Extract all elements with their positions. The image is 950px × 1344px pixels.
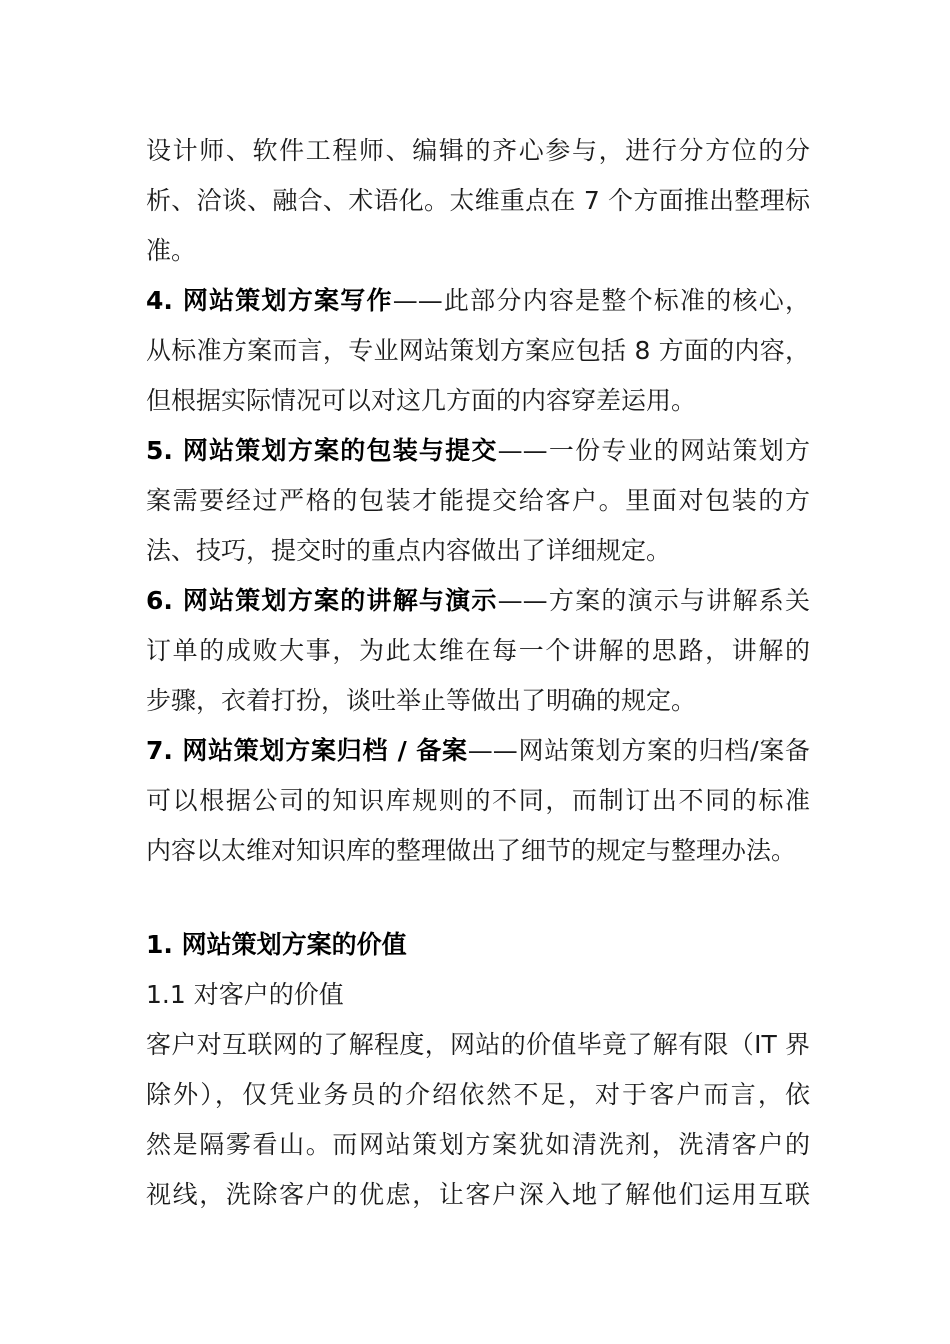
item-6-first-line [146,576,810,626]
item-6-first-rest: ——方案的演示与讲解系关 [497,586,810,615]
item-7-line-3: 内容以太维对知识库的整理做出了细节的规定与整理办法。 [146,836,797,865]
section-value-block [146,920,810,1220]
item-4-line-2: 从标准方案而言，专业网站策划方案应包括 8 方面的内容， [146,336,810,365]
item-4-first-rest: ——此部分内容是整个标准的核心， [392,286,810,315]
item-4-first-line [146,276,810,326]
item-5-line-3: 法、技巧，提交时的重点内容做出了详细规定。 [146,536,672,565]
body-line-3: 然是隔雾看山。而网站策划方案犹如清洗剂，洗清客户的 [146,1130,810,1159]
item-4-line-3: 但根据实际情况可以对这几方面的内容穿差运用。 [146,386,697,415]
subsection-title: 1.1 对客户的价值 [146,980,344,1009]
body-line-2: 除外），仅凭业务员的介绍依然不足，对于客户而言，依 [146,1080,810,1109]
item-5-line-2: 案需要经过严格的包装才能提交给客户。里面对包装的方 [146,486,810,515]
item-6-line-2: 订单的成败大事，为此太维在每一个讲解的思路，讲解的 [146,636,810,665]
item-5-heading: 5. 网站策划方案的包装与提交 [146,436,498,465]
item-7-line-2: 可以根据公司的知识库规则的不同，而制订出不同的标准 [146,786,810,815]
intro-line-2: 析、洽谈、融合、术语化。太维重点在 7 个方面推出整理标 [146,186,810,215]
item-4-heading: 4. 网站策划方案写作 [146,286,393,315]
item-7-first-line [146,726,810,776]
numbered-items-block [146,126,810,876]
body-line-1: 客户对互联网的了解程度，网站的价值毕竟了解有限（IT 界 [146,1030,810,1059]
intro-line-3: 准。 [146,236,197,265]
item-5-first-line [146,426,810,476]
body-line-4: 视线，洗除客户的优虑，让客户深入地了解他们运用互联 [146,1180,810,1209]
intro-line-1: 设计师、软件工程师、编辑的齐心参与，进行分方位的分 [146,136,810,165]
item-6-line-3: 步骤，衣着打扮，谈吐举止等做出了明确的规定。 [146,686,697,715]
item-5-first-rest: ——一份专业的网站策划方 [497,436,810,465]
item-7-heading: 7. 网站策划方案归档 / 备案 [146,736,468,765]
item-7-first-rest: ——网站策划方案的归档/案备 [467,736,810,765]
item-6-heading: 6. 网站策划方案的讲解与演示 [146,586,498,615]
section-title: 1. 网站策划方案的价值 [146,930,407,959]
